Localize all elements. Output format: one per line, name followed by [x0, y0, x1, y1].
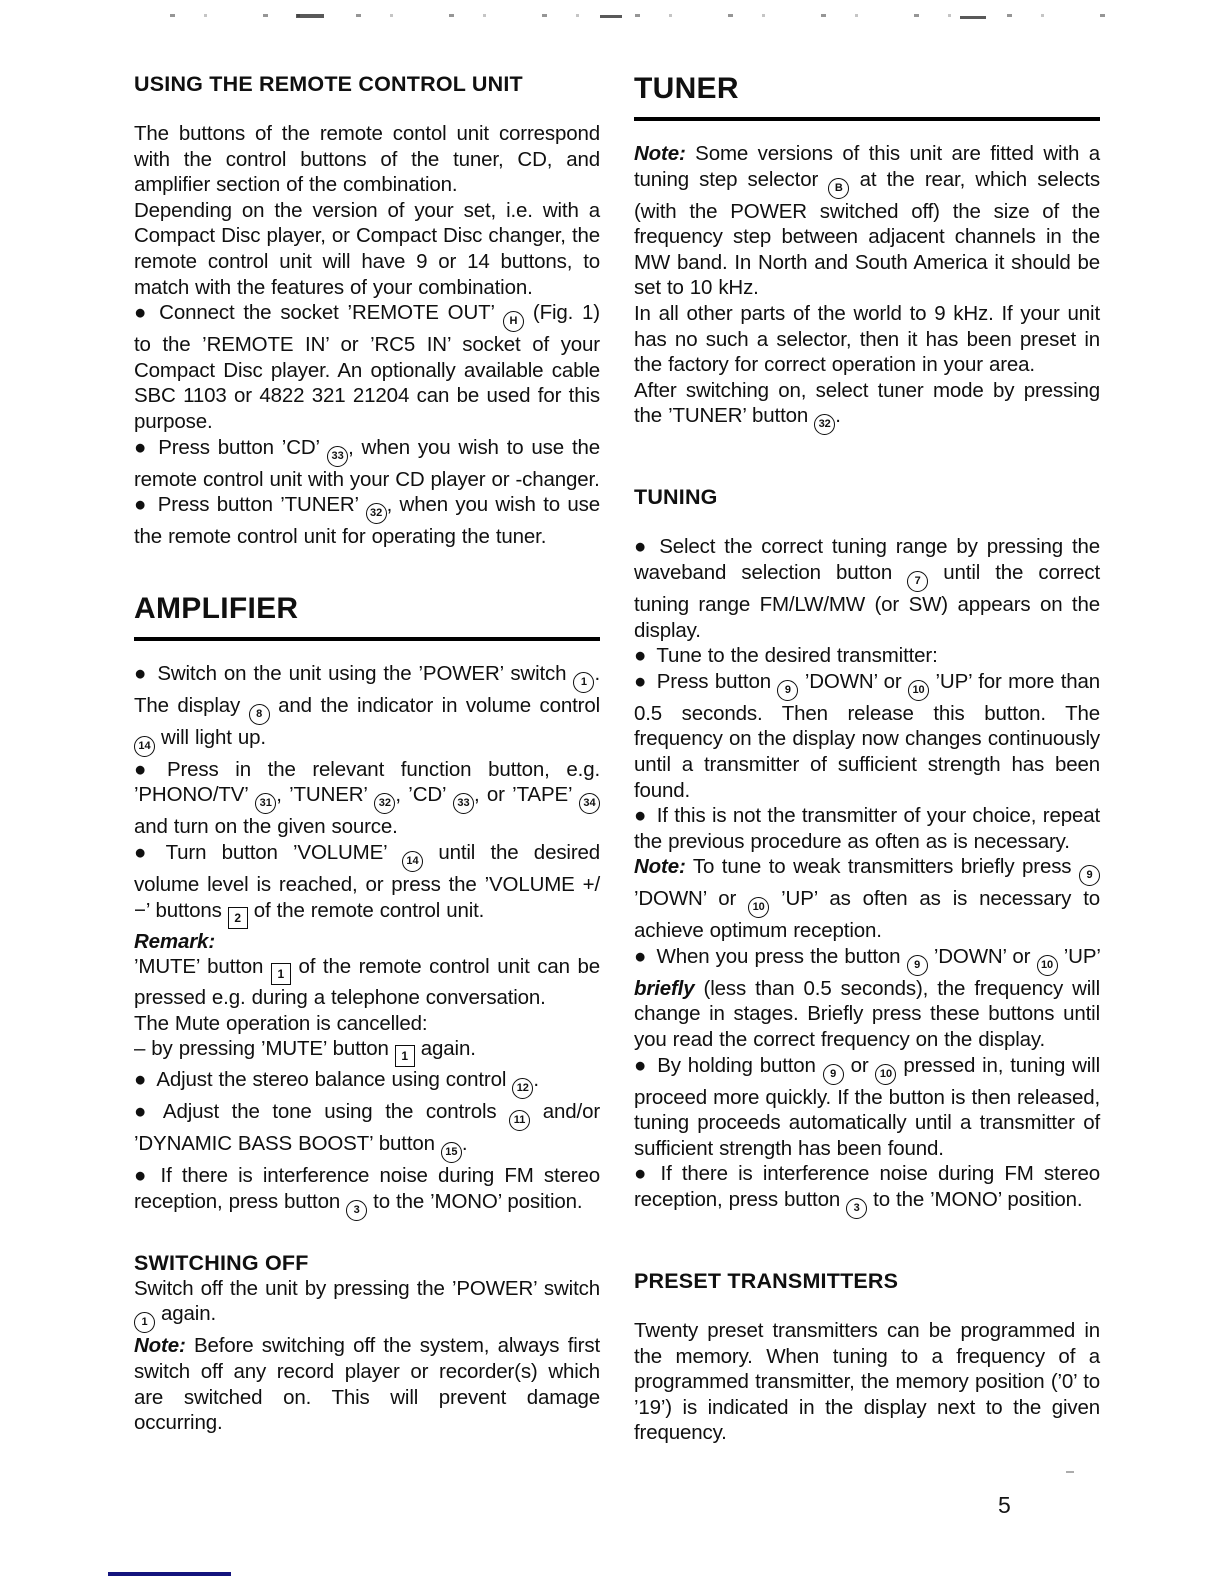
para-mute-again: – by pressing ’MUTE’ button 1 again. [134, 1036, 600, 1067]
right-column [634, 72, 1100, 1446]
page-number: 5 [998, 1492, 1011, 1518]
circled-ref-12: 12 [512, 1078, 533, 1099]
section-preset-transmitters [634, 1269, 1100, 1446]
two-column-layout [134, 72, 1100, 1446]
bullet-fm-mono-right: ● If there is interference noise during FM stereo reception, press button 3 to the ’MONO’ position. [634, 1161, 1100, 1219]
heading-preset-transmitters: PRESET TRANSMITTERS [634, 1269, 899, 1294]
para-remote-intro-2: Depending on the version of your set, i.e. with a Compact Disc player, or Compact Disc changer, the remote control unit will have 9 or 14 buttons, to match with the features of your combination. [134, 198, 600, 299]
bullet-repeat-procedure: ● If this is not the transmitter of your choice, repeat the previous procedure as often as is necessary. [634, 804, 1100, 853]
scan-artifact-dash [600, 15, 622, 18]
circled-ref-3: 3 [846, 1198, 867, 1219]
boxed-ref-1: 1 [271, 963, 291, 985]
para-remote-intro-1: The buttons of the remote contol unit correspond with the control buttons of the tuner, CD, and amplifier section of the combination. [134, 122, 600, 197]
bullet-function-button: ● Press in the relevant function button, e.g. ’PHONO/TV’ 31 , ’TUNER’ 32 , ’CD’ 33 , or ’TAPE’ 34 and turn on the given source. [134, 757, 600, 839]
bullet-tone-controls: ● Adjust the tone using the controls 11 and/or ’DYNAMIC BASS BOOST’ button 15 . [134, 1099, 600, 1163]
circled-ref-B: B [828, 178, 849, 199]
para-other-parts-world: In all other parts of the world to 9 kHz. If your unit has no such a selector, then it has been preset in the factory for correct operation in your area. [634, 301, 1100, 377]
section-using-remote [134, 72, 600, 550]
circled-ref-32: 32 [814, 414, 835, 435]
circled-ref-10: 10 [748, 897, 769, 918]
para-mute-button: ’MUTE’ button 1 of the remote control unit can be pressed e.g. during a telephone conversation. [134, 955, 601, 1010]
emphasis-text: briefly [634, 976, 695, 1000]
bullet-fm-mono-left: ● If there is interference noise during FM stereo reception, press button 3 to the ’MONO’ position. [134, 1163, 600, 1221]
heading-using-remote-control-unit: USING THE REMOTE CONTROL UNIT [134, 72, 523, 96]
circled-ref-11: 11 [509, 1110, 530, 1131]
heading-amplifier: AMPLIFIER [134, 592, 600, 641]
bullet-tune-transmitter: ● Tune to the desired transmitter: [634, 644, 938, 668]
bullet-connect-remote-out: ● Connect the socket ’REMOTE OUT’ H (Fig. 1) to the ’REMOTE IN’ or ’RC5 IN’ socket of your Compact Disc player. An optionally available cable SBC 1103 or 4822 321 21204 can be used for this purpose. [134, 301, 600, 433]
circled-ref-1: 1 [573, 672, 594, 693]
circled-ref-15: 15 [441, 1142, 462, 1163]
section-switching-off [134, 1251, 600, 1436]
circled-ref-3: 3 [346, 1200, 367, 1221]
emphasis-text: Note: [134, 1334, 186, 1358]
circled-ref-9: 9 [777, 680, 798, 701]
circled-ref-33: 33 [327, 446, 348, 467]
scan-artifact-dash [1066, 1471, 1074, 1473]
circled-ref-10: 10 [908, 680, 929, 701]
circled-ref-9: 9 [823, 1064, 844, 1085]
scan-artifact-dash [960, 16, 986, 19]
footer-navy-line [108, 1572, 231, 1576]
circled-ref-32: 32 [366, 503, 387, 524]
para-mute-cancelled: The Mute operation is cancelled: [134, 1011, 428, 1035]
circled-ref-33: 33 [453, 793, 474, 814]
bullet-holding-button: ● By holding button 9 or 10 pressed in, tuning will proceed more quickly. If the button is then released, tuning proceeds automatically until a transmitter of sufficient strength has been found. [634, 1053, 1100, 1160]
heading-switching-off: SWITCHING OFF [134, 1250, 309, 1275]
emphasis-text: Note: [634, 142, 686, 165]
circled-ref-31: 31 [255, 793, 276, 814]
para-preset-transmitters: Twenty preset transmitters can be programmed in the memory. When tuning to a frequency of a programmed transmitter, the memory position (’0’ to ’19’) is indicated in the display next to the given frequency. [634, 1319, 1100, 1445]
heading-tuner: TUNER [634, 72, 1100, 121]
boxed-ref-2: 2 [228, 907, 248, 929]
section-amplifier [134, 592, 600, 1221]
bullet-volume-control: ● Turn button ’VOLUME’ 14 until the desired volume level is reached, or press the ’VOLUME +/−’ buttons 2 of the remote control unit. [134, 840, 600, 929]
para-tuning-step-note: Note: Some versions of this unit are fitted with a tuning step selector B at the rear, which selects (with the POWER switched off) the size of the frequency step between adjacent channels in the MW band. In North and South America it should be set to 10 kHz. [634, 142, 1100, 300]
para-switch-off: Switch off the unit by pressing the ’POWER’ switch 1 again. [134, 1276, 600, 1334]
circled-ref-14: 14 [402, 851, 423, 872]
emphasis-text: Note: [634, 855, 686, 879]
heading-tuning: TUNING [634, 485, 718, 510]
para-weak-transmitters-note: Note: To tune to weak transmitters briefly press 9 ’DOWN’ or 10 ’UP’ as often as is necessary to achieve optimum reception. [634, 855, 1100, 943]
section-tuning [634, 485, 1100, 1219]
circled-ref-10: 10 [875, 1064, 896, 1085]
bullet-press-briefly: ● When you press the button 9 ’DOWN’ or 10 ’UP’ briefly (less than 0.5 seconds), the frequency will change in stages. Briefly press these buttons until you read the correct frequency on the display. [634, 944, 1100, 1052]
circled-ref-9: 9 [907, 955, 928, 976]
scan-artifact-dash [296, 14, 324, 18]
circled-ref-34: 34 [579, 793, 600, 814]
circled-ref-7: 7 [907, 571, 928, 592]
bullet-press-cd-button: ● Press button ’CD’ 33 , when you wish to use the remote control unit with your CD player or -changer. [134, 435, 601, 491]
section-tuner [634, 72, 1100, 435]
bullet-select-tuning-range: ● Select the correct tuning range by pressing the waveband selection button 7 until the correct tuning range FM/LW/MW (or SW) appears on the display. [634, 535, 1100, 642]
bullet-stereo-balance: ● Adjust the stereo balance using control 12 . [134, 1067, 600, 1099]
para-select-tuner-mode: After switching on, select tuner mode by pressing the ’TUNER’ button 32 . [634, 378, 1100, 436]
circled-ref-14: 14 [134, 736, 155, 757]
left-column [134, 72, 600, 1446]
bullet-press-down-up: ● Press button 9 ’DOWN’ or 10 ’UP’ for more than 0.5 seconds. Then release this button. The frequency on the display now changes continuously until a transmitter of sufficient strength has been found. [634, 669, 1100, 802]
boxed-ref-1: 1 [395, 1045, 415, 1067]
para-switch-off-note: Note: Before switching off the system, always first switch off any record player or recorder(s) which are switched on. This will prevent damage occurring. [134, 1334, 600, 1435]
bullet-press-tuner-button: ● Press button ’TUNER’ 32 , when you wish to use the remote control unit for operating the tuner. [134, 493, 601, 549]
bullet-power-switch: ● Switch on the unit using the ’POWER’ switch 1 . The display 8 and the indicator in volume control 14 will light up. [134, 661, 600, 757]
circled-ref-8: 8 [249, 704, 270, 725]
circled-ref-9: 9 [1079, 865, 1100, 886]
circled-ref-H: H [503, 311, 524, 332]
circled-ref-10: 10 [1037, 955, 1058, 976]
circled-ref-32: 32 [374, 793, 395, 814]
circled-ref-1: 1 [134, 1312, 155, 1333]
remark-heading: Remark: [134, 929, 215, 953]
